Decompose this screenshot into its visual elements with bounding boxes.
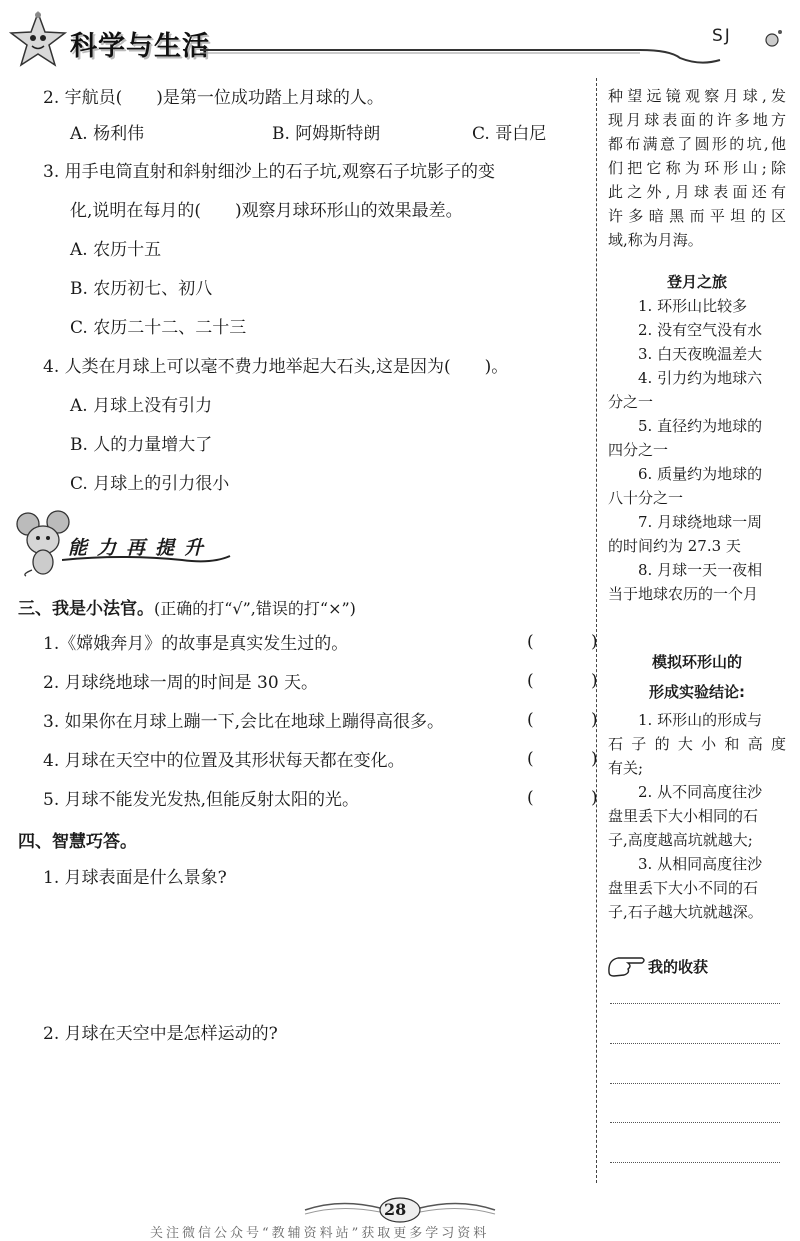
moon-trip-item-cont: 四分之一: [608, 441, 669, 459]
question-2-stem: 2. 宇航员( )是第一位成功踏上月球的人。: [43, 88, 384, 108]
pointing-hand-icon: [606, 950, 648, 980]
side-column-divider: [596, 78, 597, 1183]
judge-answer-5: ( ): [527, 788, 624, 808]
judge-answer-2: ( ): [527, 671, 624, 691]
question-4-option-c: C. 月球上的引力很小: [70, 474, 230, 494]
moon-trip-item: 8. 月球一天一夜相: [638, 561, 763, 579]
experiment-item-cont: 盘里丢下大小相同的石: [608, 807, 759, 825]
star-mascot-icon: [8, 10, 68, 72]
side-intro-line: 域,称为月海。: [608, 231, 703, 249]
experiment-item: 2. 从不同高度往沙: [638, 783, 763, 801]
side-intro: [608, 84, 786, 252]
my-gains-title: 我的收获: [648, 958, 709, 976]
experiment-item-cont: 石子的大小和高度: [608, 735, 786, 753]
experiment-item-cont: 盘里丢下大小不同的石: [608, 879, 759, 897]
question-2-option-b: B. 阿姆斯特朗: [272, 124, 381, 144]
judge-item-5: 5. 月球不能发光发热,但能反射太阳的光。: [43, 790, 360, 810]
question-3-option-b: B. 农历初七、初八: [70, 279, 213, 299]
moon-trip-item: 2. 没有空气没有水: [638, 321, 763, 339]
moon-trip-title: 登月之旅: [666, 273, 727, 291]
moon-trip-item-cont: 的时间约为 27.3 天: [608, 537, 741, 555]
gains-answer-line: [610, 1122, 780, 1123]
side-intro-line: 都布满意了圆形的坑,他: [608, 135, 786, 153]
moon-trip-item: 3. 白天夜晚温差大: [638, 345, 763, 363]
experiment-item-cont: 子,石子越大坑就越深。: [608, 903, 763, 921]
edition-code: SJ: [712, 26, 732, 46]
question-3-option-c: C. 农历二十二、二十三: [70, 318, 247, 338]
judge-item-3: 3. 如果你在月球上蹦一下,会比在地球上蹦得高很多。: [43, 712, 445, 732]
question-2-option-a: A. 杨利伟: [70, 124, 145, 144]
experiment-item: 3. 从相同高度往沙: [638, 855, 763, 873]
judge-answer-1: ( ): [527, 632, 624, 652]
side-experiment: [608, 650, 786, 924]
ability-banner-title: 能力再提升: [68, 537, 214, 559]
footer-watermark-text: 关注微信公众号“教辅资料站”获取更多学习资料: [150, 1226, 490, 1241]
side-intro-line: 此之外,月球表面还有: [608, 183, 786, 201]
side-intro-line: 种望远镜观察月球,发: [608, 87, 786, 105]
judge-item-4: 4. 月球在天空中的位置及其形状每天都在变化。: [43, 751, 405, 771]
question-3-stem-line2: 化,说明在每月的( )观察月球环形山的效果最差。: [70, 201, 463, 221]
side-intro-line: 们把它称为环形山;除: [608, 159, 786, 177]
judge-answer-4: ( ): [527, 749, 624, 769]
experiment-title-line2: 形成实验结论:: [649, 683, 745, 701]
judge-item-1: 1.《嫦娥奔月》的故事是真实发生过的。: [43, 634, 349, 654]
gains-answer-line: [610, 1162, 780, 1163]
answer-question-2: 2. 月球在天空中是怎样运动的?: [43, 1024, 278, 1044]
question-3-stem-line1: 3. 用手电筒直射和斜射细沙上的石子坑,观察石子坑影子的变: [43, 162, 496, 182]
judge-answer-3: ( ): [527, 710, 624, 730]
answer-question-1: 1. 月球表面是什么景象?: [43, 868, 227, 888]
section-3-heading: [18, 594, 356, 619]
gains-answer-line: [610, 1003, 780, 1004]
experiment-conclusions: [608, 708, 786, 924]
question-4-option-b: B. 人的力量增大了: [70, 435, 213, 455]
moon-trip-item: 7. 月球绕地球一周: [638, 513, 763, 531]
gains-answer-line: [610, 1083, 780, 1084]
moon-trip-item-cont: 当于地球农历的一个月: [608, 585, 759, 603]
experiment-item: 1. 环形山的形成与: [638, 711, 763, 729]
moon-trip-item: 4. 引力约为地球六: [638, 369, 763, 387]
question-3-option-a: A. 农历十五: [70, 240, 162, 260]
experiment-title-line1: 模拟环形山的: [651, 653, 742, 671]
banner-underline: [62, 552, 232, 568]
side-intro-line: 许多暗黑而平坦的区: [608, 207, 786, 225]
page-header: [0, 0, 800, 80]
moon-trip-item: 5. 直径约为地球的: [638, 417, 763, 435]
question-4-stem: 4. 人类在月球上可以毫不费力地举起大石头,这是因为( )。: [43, 357, 509, 377]
moon-trip-item: 1. 环形山比较多: [638, 297, 748, 315]
side-moon-trip: [608, 270, 786, 606]
question-4-option-a: A. 月球上没有引力: [70, 396, 213, 416]
page-number: 28: [384, 1200, 407, 1219]
section-4-title: 四、智慧巧答。: [18, 832, 137, 852]
question-2-option-c: C. 哥白尼: [472, 124, 547, 144]
side-intro-line: 现月球表面的许多地方: [608, 111, 786, 129]
judge-item-2: 2. 月球绕地球一周的时间是 30 天。: [43, 673, 319, 693]
moon-trip-item-cont: 分之一: [608, 393, 654, 411]
header-swoosh-line: [200, 30, 790, 70]
experiment-item-cont: 子,高度越高坑就越大;: [608, 831, 753, 849]
moon-trip-item: 6. 质量约为地球的: [638, 465, 763, 483]
book-series-title: 科学与生活: [70, 31, 210, 62]
section-3-instruction: (正确的打“√”,错误的打“×”): [154, 599, 356, 618]
gains-answer-line: [610, 1043, 780, 1044]
section-3-title: 三、我是小法官。: [18, 599, 154, 619]
experiment-item-cont: 有关;: [608, 759, 644, 777]
moon-trip-item-cont: 八十分之一: [608, 489, 684, 507]
